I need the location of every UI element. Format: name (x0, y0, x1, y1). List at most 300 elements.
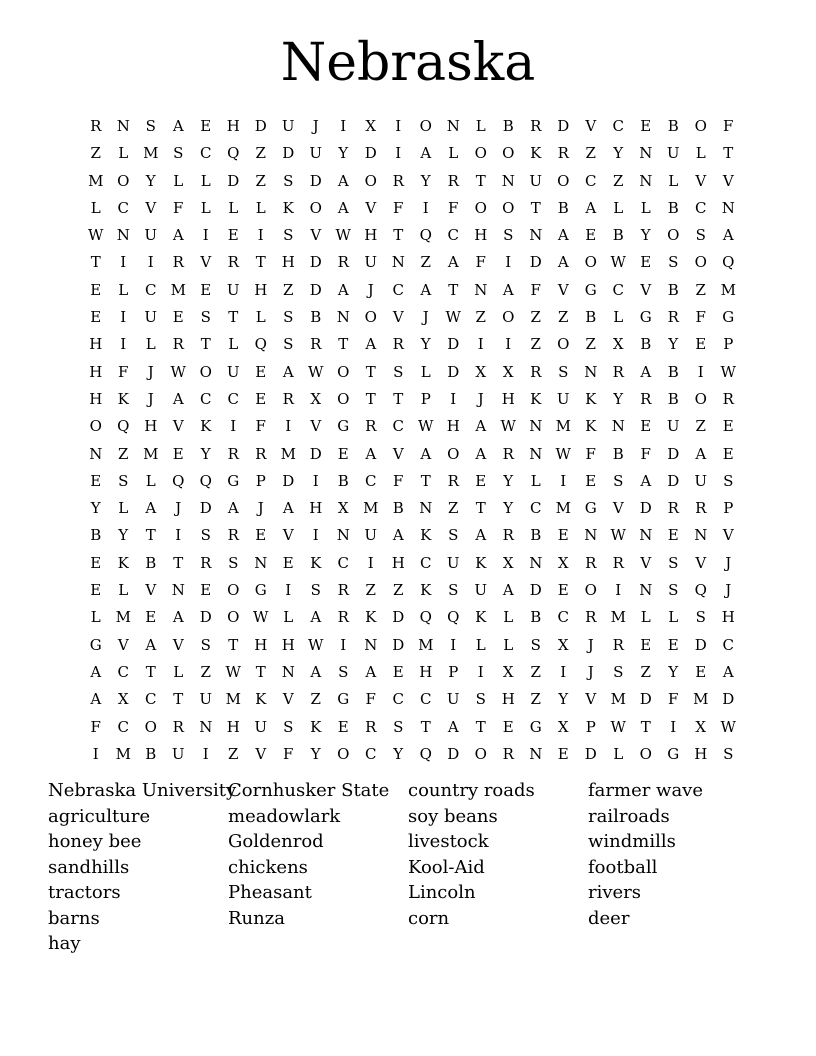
word-list-item: sandhills (48, 856, 130, 878)
grid-letter: P (723, 499, 734, 518)
grid-letter: Y (503, 471, 514, 490)
grid-letter: I (670, 717, 677, 736)
grid-letter: I (312, 471, 319, 490)
grid-letter: S (283, 308, 294, 327)
grid-letter: X (557, 635, 569, 654)
grid-letter: W (610, 253, 626, 272)
grid-letter: N (529, 226, 543, 245)
grid-letter: C (145, 280, 157, 299)
grid-letter: A (145, 635, 157, 654)
grid-letter: M (225, 690, 241, 709)
grid-letter: G (529, 717, 542, 736)
grid-letter: S (668, 581, 679, 600)
grid-letter: A (420, 444, 432, 463)
grid-letter: T (255, 253, 266, 272)
grid-letter: S (393, 362, 404, 381)
grid-letter: Y (338, 144, 349, 163)
grid-letter: R (227, 444, 239, 463)
grid-letter: W (308, 362, 324, 381)
grid-letter: O (667, 226, 680, 245)
grid-letter: F (530, 280, 541, 299)
grid-letter: I (422, 198, 429, 217)
grid-letter: R (667, 499, 679, 518)
grid-letter: Z (695, 280, 706, 299)
grid-letter: A (475, 444, 487, 463)
grid-letter: O (502, 198, 515, 217)
grid-letter: Z (90, 144, 101, 163)
grid-letter: O (474, 144, 487, 163)
grid-letter: C (365, 744, 377, 763)
grid-letter: M (363, 499, 379, 518)
grid-letter: O (144, 717, 157, 736)
grid-letter: C (557, 608, 569, 627)
word-list-item: Kool-Aid (408, 856, 485, 878)
grid-letter: I (505, 335, 512, 354)
grid-letter: H (501, 690, 515, 709)
grid-letter: M (693, 690, 709, 709)
grid-row (82, 441, 742, 468)
grid-row (82, 577, 742, 604)
grid-letter: N (611, 417, 625, 436)
grid-letter: O (364, 171, 377, 190)
grid-letter: C (200, 144, 212, 163)
grid-letter: X (502, 553, 514, 572)
grid-letter: C (612, 117, 624, 135)
grid-row (82, 277, 742, 304)
grid-letter: I (477, 335, 484, 354)
grid-row (82, 522, 742, 549)
grid-letter: L (613, 308, 624, 327)
grid-letter: E (667, 526, 679, 545)
grid-letter: N (336, 526, 350, 545)
grid-letter: O (419, 117, 432, 135)
grid-letter: V (172, 635, 184, 654)
grid-letter: C (117, 717, 129, 736)
grid-letter: L (420, 362, 431, 381)
grid-letter: E (200, 280, 212, 299)
grid-letter: D (584, 744, 597, 763)
grid-letter: N (116, 226, 130, 245)
grid-letter: C (612, 280, 624, 299)
word-list-item: deer (588, 907, 630, 929)
grid-letter: A (90, 662, 102, 681)
grid-letter: A (172, 226, 184, 245)
grid-letter: E (475, 471, 487, 490)
grid-letter: W (720, 362, 736, 381)
grid-letter: H (309, 499, 323, 518)
grid-letter: G (722, 308, 735, 327)
grid-letter: V (585, 117, 597, 135)
grid-letter: N (639, 581, 653, 600)
grid-letter: R (447, 471, 459, 490)
grid-letter: A (557, 253, 569, 272)
grid-letter: S (723, 471, 734, 490)
grid-letter: A (145, 499, 157, 518)
grid-letter: V (695, 553, 707, 572)
grid-letter: S (283, 226, 294, 245)
grid-letter: C (117, 198, 129, 217)
grid-letter: V (145, 198, 157, 217)
grid-letter: M (88, 171, 104, 190)
grid-letter: A (502, 280, 514, 299)
grid-letter: Y (90, 499, 101, 518)
grid-letter: C (145, 690, 157, 709)
grid-letter: F (118, 362, 129, 381)
word-list-item: agriculture (48, 805, 151, 827)
grid-letter: K (282, 198, 294, 217)
grid-letter: O (309, 198, 322, 217)
grid-letter: M (143, 144, 159, 163)
grid-letter: I (340, 117, 347, 135)
grid-letter: V (117, 635, 129, 654)
grid-letter: S (668, 253, 679, 272)
grid-letter: I (505, 253, 512, 272)
grid-letter: I (340, 635, 347, 654)
grid-letter: T (365, 362, 376, 381)
grid-letter: G (89, 635, 102, 654)
grid-letter: V (640, 280, 652, 299)
grid-letter: S (723, 744, 734, 763)
grid-letter: S (310, 581, 321, 600)
grid-letter: A (282, 499, 294, 518)
word-list-item: barns (48, 907, 100, 929)
grid-letter: T (420, 717, 431, 736)
grid-letter: K (117, 553, 129, 572)
grid-letter: L (530, 471, 541, 490)
grid-letter: X (310, 389, 322, 408)
grid-letter: A (172, 608, 184, 627)
grid-letter: I (560, 662, 567, 681)
grid-letter: S (173, 144, 184, 163)
grid-letter: I (450, 389, 457, 408)
grid-letter: E (640, 253, 652, 272)
grid-letter: W (500, 417, 516, 436)
grid-letter: U (529, 171, 543, 190)
grid-letter: G (254, 581, 267, 600)
grid-letter: V (557, 280, 569, 299)
grid-letter: R (392, 335, 404, 354)
grid-letter: K (585, 389, 597, 408)
word-list-item: Nebraska University (48, 780, 237, 801)
grid-letter: O (199, 362, 212, 381)
grid-letter: A (90, 690, 102, 709)
grid-letter: R (447, 171, 459, 190)
grid-letter: N (529, 444, 543, 463)
grid-letter: B (667, 362, 679, 381)
grid-letter: A (447, 717, 459, 736)
word-list (48, 778, 768, 957)
grid-letter: N (474, 280, 488, 299)
grid-letter: Z (558, 308, 569, 327)
grid-letter: E (585, 226, 597, 245)
word-list-item: honey bee (48, 831, 142, 852)
grid-letter: F (668, 690, 679, 709)
grid-letter: N (639, 526, 653, 545)
grid-letter: S (695, 608, 706, 627)
grid-letter: L (255, 198, 266, 217)
grid-letter: V (310, 226, 322, 245)
grid-letter: D (667, 471, 680, 490)
grid-letter: F (283, 744, 294, 763)
word-list-item: Goldenrod (228, 831, 324, 852)
grid-letter: A (310, 662, 322, 681)
grid-letter: B (667, 280, 679, 299)
grid-letter: C (392, 280, 404, 299)
grid-letter: C (365, 471, 377, 490)
grid-letter: F (448, 198, 459, 217)
grid-letter: M (115, 608, 131, 627)
grid-letter: V (695, 171, 707, 190)
grid-letter: X (557, 717, 569, 736)
grid-letter: X (612, 335, 624, 354)
grid-letter: W (610, 717, 626, 736)
grid-letter: A (365, 444, 377, 463)
grid-letter: B (585, 308, 597, 327)
grid-letter: Y (640, 226, 651, 245)
grid-letter: T (448, 280, 459, 299)
grid-letter: R (695, 499, 707, 518)
grid-letter: A (585, 198, 597, 217)
grid-letter: W (610, 526, 626, 545)
grid-letter: K (310, 553, 322, 572)
grid-letter: T (255, 662, 266, 681)
grid-letter: B (557, 198, 569, 217)
grid-letter: Q (254, 335, 267, 354)
grid-letter: Q (227, 144, 240, 163)
grid-letter: H (89, 362, 103, 381)
grid-letter: O (89, 417, 102, 436)
grid-letter: D (529, 253, 542, 272)
grid-row (82, 386, 742, 413)
grid-letter: C (530, 499, 542, 518)
grid-letter: L (118, 280, 129, 299)
grid-letter: E (337, 717, 349, 736)
grid-letter: A (722, 226, 734, 245)
grid-letter: K (255, 690, 267, 709)
grid-letter: I (257, 226, 264, 245)
grid-row (82, 468, 742, 495)
grid-letter: X (117, 690, 129, 709)
grid-letter: J (422, 308, 429, 327)
grid-letter: E (200, 117, 212, 135)
grid-letter: E (585, 471, 597, 490)
grid-letter: G (667, 744, 680, 763)
grid-letter: W (720, 717, 736, 736)
grid-row (82, 249, 742, 276)
grid-letter: R (337, 581, 349, 600)
grid-letter: Z (310, 690, 321, 709)
grid-letter: L (613, 744, 624, 763)
grid-letter: K (585, 417, 597, 436)
grid-letter: N (171, 581, 185, 600)
grid-letter: D (254, 117, 267, 135)
grid-letter: D (309, 171, 322, 190)
grid-letter: L (668, 608, 679, 627)
grid-letter: F (393, 471, 404, 490)
grid-row (82, 222, 742, 249)
grid-letter: R (557, 144, 569, 163)
grid-letter: P (723, 335, 734, 354)
grid-letter: F (585, 444, 596, 463)
grid-letter: T (228, 308, 239, 327)
grid-letter: H (694, 744, 708, 763)
grid-letter: O (337, 362, 350, 381)
grid-letter: W (170, 362, 186, 381)
grid-letter: I (395, 144, 402, 163)
grid-letter: Y (503, 499, 514, 518)
grid-letter: E (557, 581, 569, 600)
grid-letter: I (615, 581, 622, 600)
grid-letter: A (640, 362, 652, 381)
grid-letter: U (446, 553, 460, 572)
grid-letter: U (144, 308, 158, 327)
grid-letter: N (419, 499, 433, 518)
grid-letter: N (446, 117, 460, 135)
grid-letter: E (90, 581, 102, 600)
grid-letter: T (475, 717, 486, 736)
grid-letter: S (283, 717, 294, 736)
grid-letter: U (364, 526, 378, 545)
grid-letter: Z (255, 171, 266, 190)
grid-letter: C (585, 171, 597, 190)
grid-letter: Y (118, 526, 129, 545)
grid-letter: W (555, 444, 571, 463)
grid-letter: R (612, 553, 624, 572)
word-list-item: meadowlark (228, 805, 341, 827)
grid-letter: G (337, 417, 350, 436)
grid-letter: R (310, 335, 322, 354)
grid-letter: U (666, 144, 680, 163)
grid-letter: L (90, 608, 101, 627)
grid-letter: H (501, 389, 515, 408)
grid-letter: O (557, 335, 570, 354)
letter-grid (82, 113, 742, 768)
grid-letter: U (199, 690, 213, 709)
grid-letter: V (640, 553, 652, 572)
grid-letter: Q (419, 744, 432, 763)
grid-letter: X (557, 553, 569, 572)
grid-letter: C (722, 635, 734, 654)
grid-letter: A (640, 471, 652, 490)
grid-letter: E (557, 744, 569, 763)
grid-letter: U (281, 117, 295, 135)
grid-letter: A (282, 362, 294, 381)
word-list-item: chickens (228, 856, 308, 878)
grid-letter: X (502, 662, 514, 681)
grid-letter: A (695, 444, 707, 463)
grid-letter: Q (199, 471, 212, 490)
grid-letter: I (175, 526, 182, 545)
grid-letter: C (337, 553, 349, 572)
grid-letter: N (694, 526, 708, 545)
grid-letter: A (475, 417, 487, 436)
grid-letter: W (253, 608, 269, 627)
grid-letter: D (639, 499, 652, 518)
grid-letter: O (584, 581, 597, 600)
grid-letter: T (530, 198, 541, 217)
grid-letter: W (445, 308, 461, 327)
grid-letter: S (228, 553, 239, 572)
grid-letter: Q (117, 417, 130, 436)
grid-letter: D (309, 280, 322, 299)
grid-letter: L (200, 171, 211, 190)
grid-letter: W (225, 662, 241, 681)
grid-letter: H (254, 280, 268, 299)
grid-letter: A (337, 280, 349, 299)
grid-letter: L (695, 144, 706, 163)
grid-letter: O (502, 308, 515, 327)
grid-letter: Y (558, 690, 569, 709)
grid-letter: O (364, 308, 377, 327)
grid-letter: V (365, 198, 377, 217)
grid-letter: W (335, 226, 351, 245)
grid-letter: C (420, 690, 432, 709)
grid-row (82, 741, 742, 768)
grid-letter: N (364, 635, 378, 654)
grid-letter: N (281, 662, 295, 681)
grid-letter: L (668, 171, 679, 190)
grid-letter: R (502, 744, 514, 763)
grid-letter: D (309, 253, 322, 272)
grid-letter: S (200, 526, 211, 545)
grid-letter: E (722, 444, 734, 463)
grid-letter: I (120, 253, 127, 272)
grid-letter: A (172, 389, 184, 408)
grid-letter: L (475, 117, 486, 135)
grid-letter: Y (613, 144, 624, 163)
grid-letter: Z (695, 417, 706, 436)
grid-letter: S (393, 717, 404, 736)
grid-letter: C (392, 690, 404, 709)
grid-letter: Z (530, 662, 541, 681)
grid-letter: R (392, 171, 404, 190)
grid-letter: E (90, 308, 102, 327)
grid-row (82, 113, 742, 140)
grid-letter: D (447, 744, 460, 763)
grid-letter: M (555, 499, 571, 518)
grid-letter: R (365, 717, 377, 736)
grid-letter: R (612, 635, 624, 654)
grid-letter: J (147, 389, 154, 408)
grid-letter: E (227, 226, 239, 245)
grid-letter: K (117, 389, 129, 408)
grid-letter: R (227, 253, 239, 272)
grid-letter: N (336, 308, 350, 327)
grid-letter: N (721, 198, 735, 217)
grid-letter: N (116, 117, 130, 135)
grid-letter: U (226, 280, 240, 299)
grid-letter: D (529, 581, 542, 600)
grid-letter: L (173, 662, 184, 681)
grid-letter: T (145, 526, 156, 545)
grid-letter: U (309, 144, 323, 163)
grid-letter: J (312, 117, 319, 135)
grid-letter: T (90, 253, 101, 272)
grid-letter: H (446, 417, 460, 436)
grid-letter: D (364, 144, 377, 163)
grid-letter: N (639, 171, 653, 190)
grid-letter: K (200, 417, 212, 436)
grid-letter: V (255, 744, 267, 763)
grid-letter: O (694, 117, 707, 135)
grid-letter: J (147, 362, 154, 381)
grid-letter: V (722, 171, 734, 190)
grid-letter: I (202, 226, 209, 245)
grid-letter: Y (420, 171, 431, 190)
grid-letter: K (365, 608, 377, 627)
grid-letter: G (639, 308, 652, 327)
grid-letter: V (282, 526, 294, 545)
